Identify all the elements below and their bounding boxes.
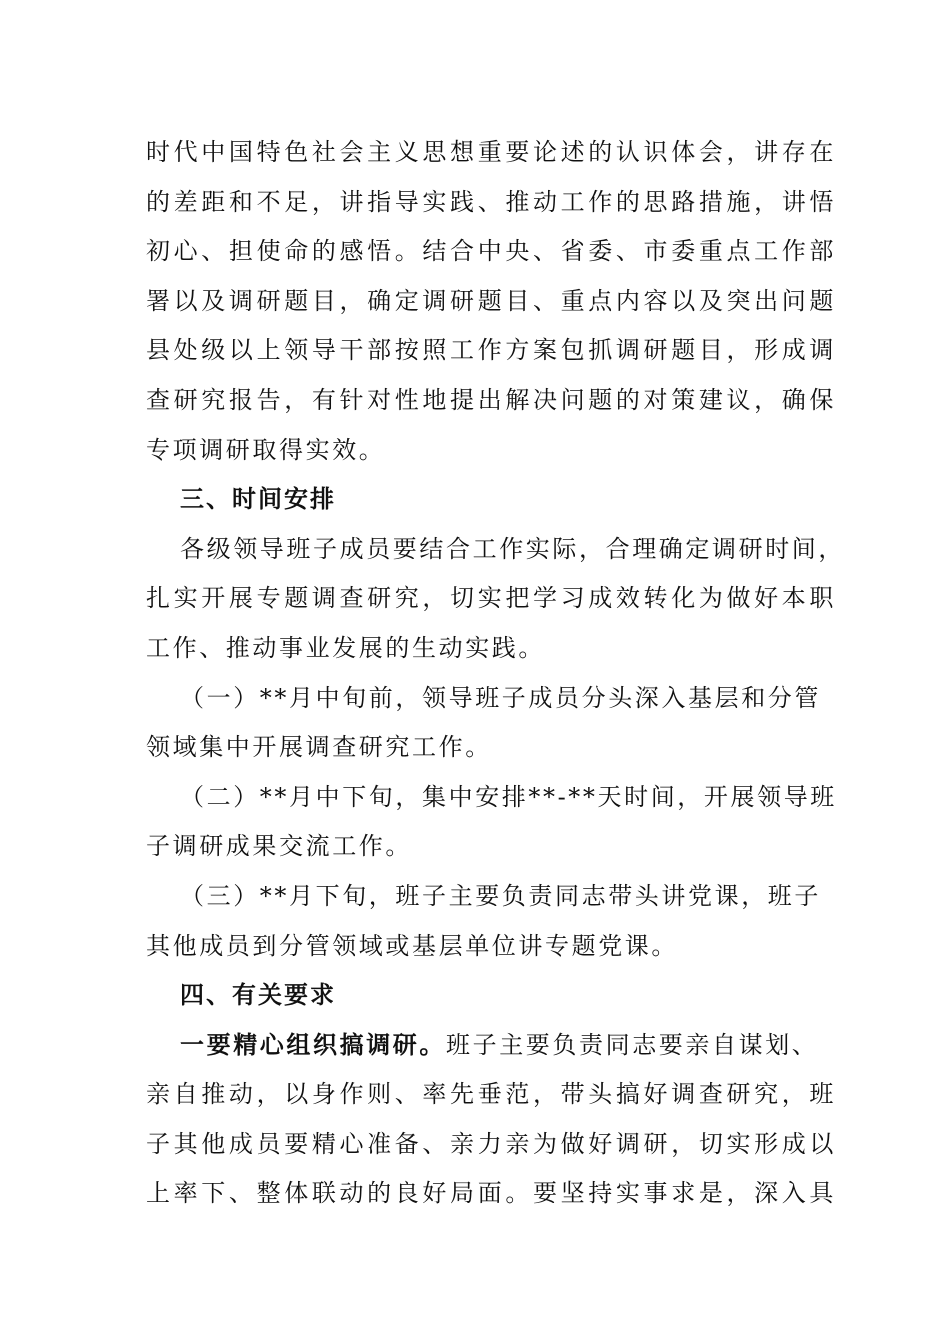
text-line: 各级领导班子成员要结合工作实际，合理确定调研时间， (180, 534, 845, 563)
text-line: 时代中国特色社会主义思想重要论述的认识体会，讲存在 (146, 138, 836, 166)
text-line: 查研究报告，有针对性地提出解决问题的对策建议，确保 (146, 385, 836, 414)
text-line: 工作、推动事业发展的生动实践。 (146, 633, 545, 662)
text-line: 署以及调研题目，确定调研题目、重点内容以及突出问题 (146, 286, 836, 315)
document-page (146, 128, 845, 1219)
text-line (146, 1021, 836, 1071)
requirement-point-1 (146, 1021, 836, 1219)
text-line: 其他成员到分管领域或基层单位讲专题党课。 (146, 931, 678, 960)
point-text: 班子主要负责同志要亲自谋划、 (446, 1030, 819, 1059)
text-line: （三）**月下旬，班子主要负责同志带头讲党课，班子 (180, 881, 821, 910)
point-lead: 一要精心组织搞调研。 (180, 1030, 446, 1059)
text-line: 县处级以上领导干部按照工作方案包抓调研题目，形成调 (146, 336, 836, 365)
section-heading-schedule: 三、时间安排 (180, 485, 336, 514)
text-line: 亲自推动，以身作则、率先垂范，带头搞好调查研究，班 (146, 1080, 836, 1109)
section-heading-requirements: 四、有关要求 (180, 981, 336, 1010)
schedule-item-1 (146, 674, 836, 773)
text-line: 子调研成果交流工作。 (146, 832, 412, 861)
schedule-intro-paragraph (146, 525, 845, 674)
schedule-item-2 (146, 773, 836, 872)
schedule-item-3 (146, 872, 836, 971)
section2-tail-paragraph (146, 128, 836, 475)
text-line: 扎实开展专题调查研究，切实把学习成效转化为做好本职 (146, 584, 836, 613)
text-line: 子其他成员要精心准备、亲力亲为做好调研，切实形成以 (146, 1129, 836, 1158)
text-line: （一）**月中旬前，领导班子成员分头深入基层和分管 (180, 683, 821, 712)
text-line: 领域集中开展调查研究工作。 (146, 733, 492, 762)
text-line: 专项调研取得实效。 (146, 435, 386, 464)
text-line: 上率下、整体联动的良好局面。要坚持实事求是，深入具 (146, 1179, 836, 1208)
text-line: 初心、担使命的感悟。结合中央、省委、市委重点工作部 (146, 237, 836, 266)
text-line: （二）**月中下旬，集中安排**-**天时间，开展领导班 (180, 782, 837, 811)
text-line: 的差距和不足，讲指导实践、推动工作的思路措施，讲悟 (146, 187, 836, 216)
